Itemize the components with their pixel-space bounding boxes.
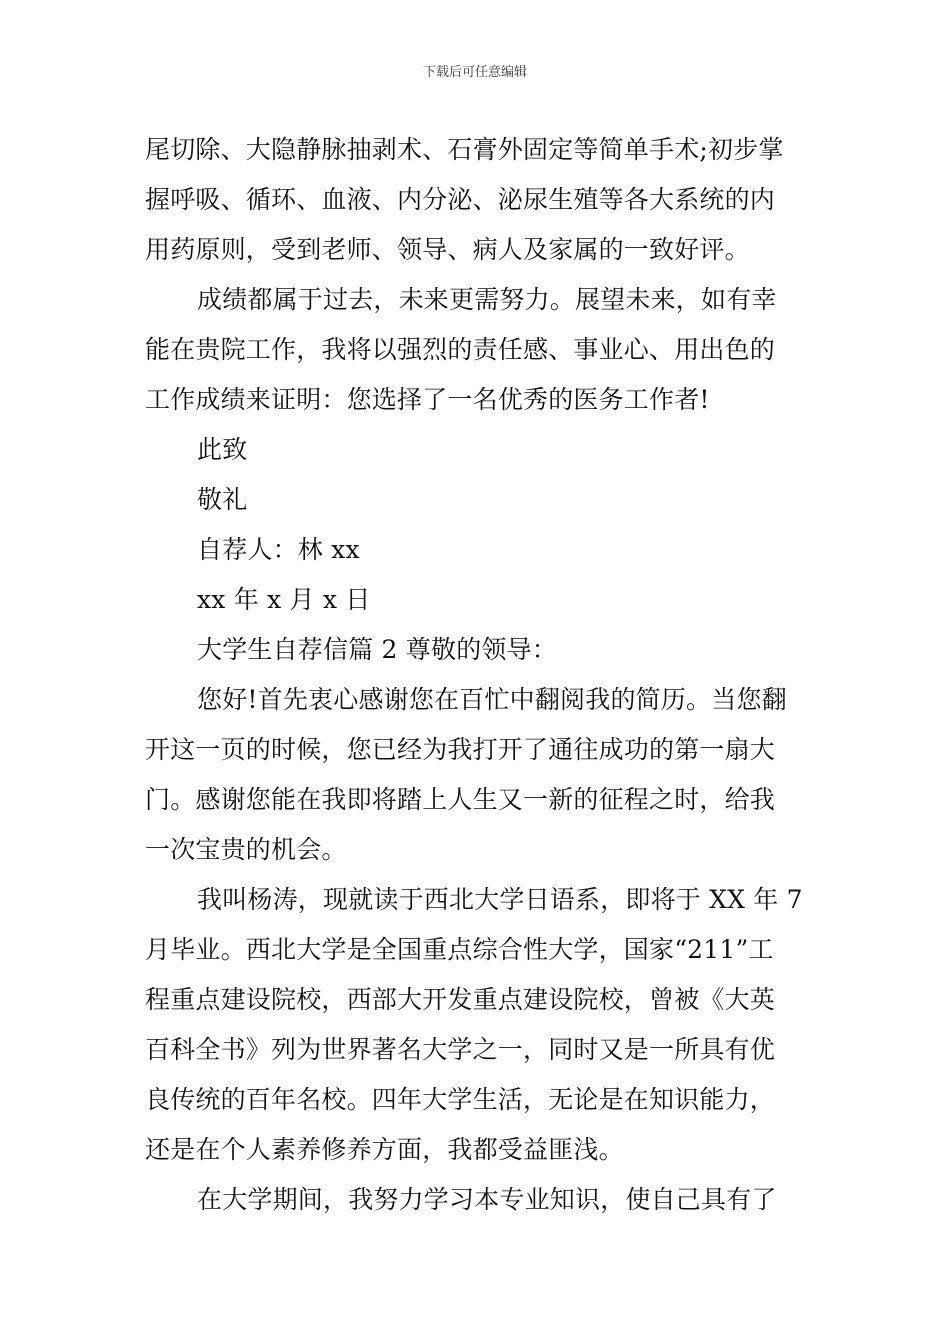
text-line: 您好!首先衷心感谢您在百忙中翻阅我的简历。当您翻 [197,685,787,714]
text-line: 一次宝贵的机会。 [145,835,347,864]
text-line: 成绩都属于过去，未来更需努力。展望未来，如有幸 [197,285,777,314]
closing-regards: 敬礼 [197,485,248,514]
text-line: 工作成绩来证明：您选择了一名优秀的医务工作者! [145,385,710,414]
text-line: 良传统的百年名校。四年大学生活，无论是在知识能力， [145,1085,776,1114]
text-line: 百科全书》列为世界著名大学之一，同时又是一所具有优 [145,1035,776,1064]
text-line: 用药原则，受到老师、领导、病人及家属的一致好评。 [145,235,750,264]
text-line: 门。感谢您能在我即将踏上人生又一新的征程之时，给我 [145,785,776,814]
text-line: 开这一页的时候，您已经为我打开了通往成功的第一扇大 [145,735,776,764]
closing-salutation: 此致 [197,435,248,464]
signature-date: xx 年 x 月 x 日 [197,585,371,614]
page-header: 下载后可任意编辑 [422,65,527,80]
text-line: 尾切除、大隐静脉抽剥术、石膏外固定等简单手术;初步掌 [145,135,784,164]
text-line: 能在贵院工作，我将以强烈的责任感、事业心、用出色的 [145,335,776,364]
text-line: 还是在个人素养修养方面，我都受益匪浅。 [145,1135,624,1164]
section-heading: 大学生自荐信篇 2 尊敬的领导： [197,635,558,664]
signature-name: 自荐人：林 xx [197,535,360,564]
text-line: 握呼吸、循环、血液、内分泌、泌尿生殖等各大系统的内 [145,185,776,214]
text-line: 程重点建设院校，西部大开发重点建设院校，曾被《大英 [145,985,776,1014]
text-line: 在大学期间，我努力学习本专业知识，使自己具有了 [197,1185,777,1214]
text-line: 月毕业。西北大学是全国重点综合性大学，国家“211”工 [145,935,774,964]
document-body [145,125,810,1225]
text-line: 我叫杨涛，现就读于西北大学日语系，即将于 XX 年 7 [197,885,803,914]
